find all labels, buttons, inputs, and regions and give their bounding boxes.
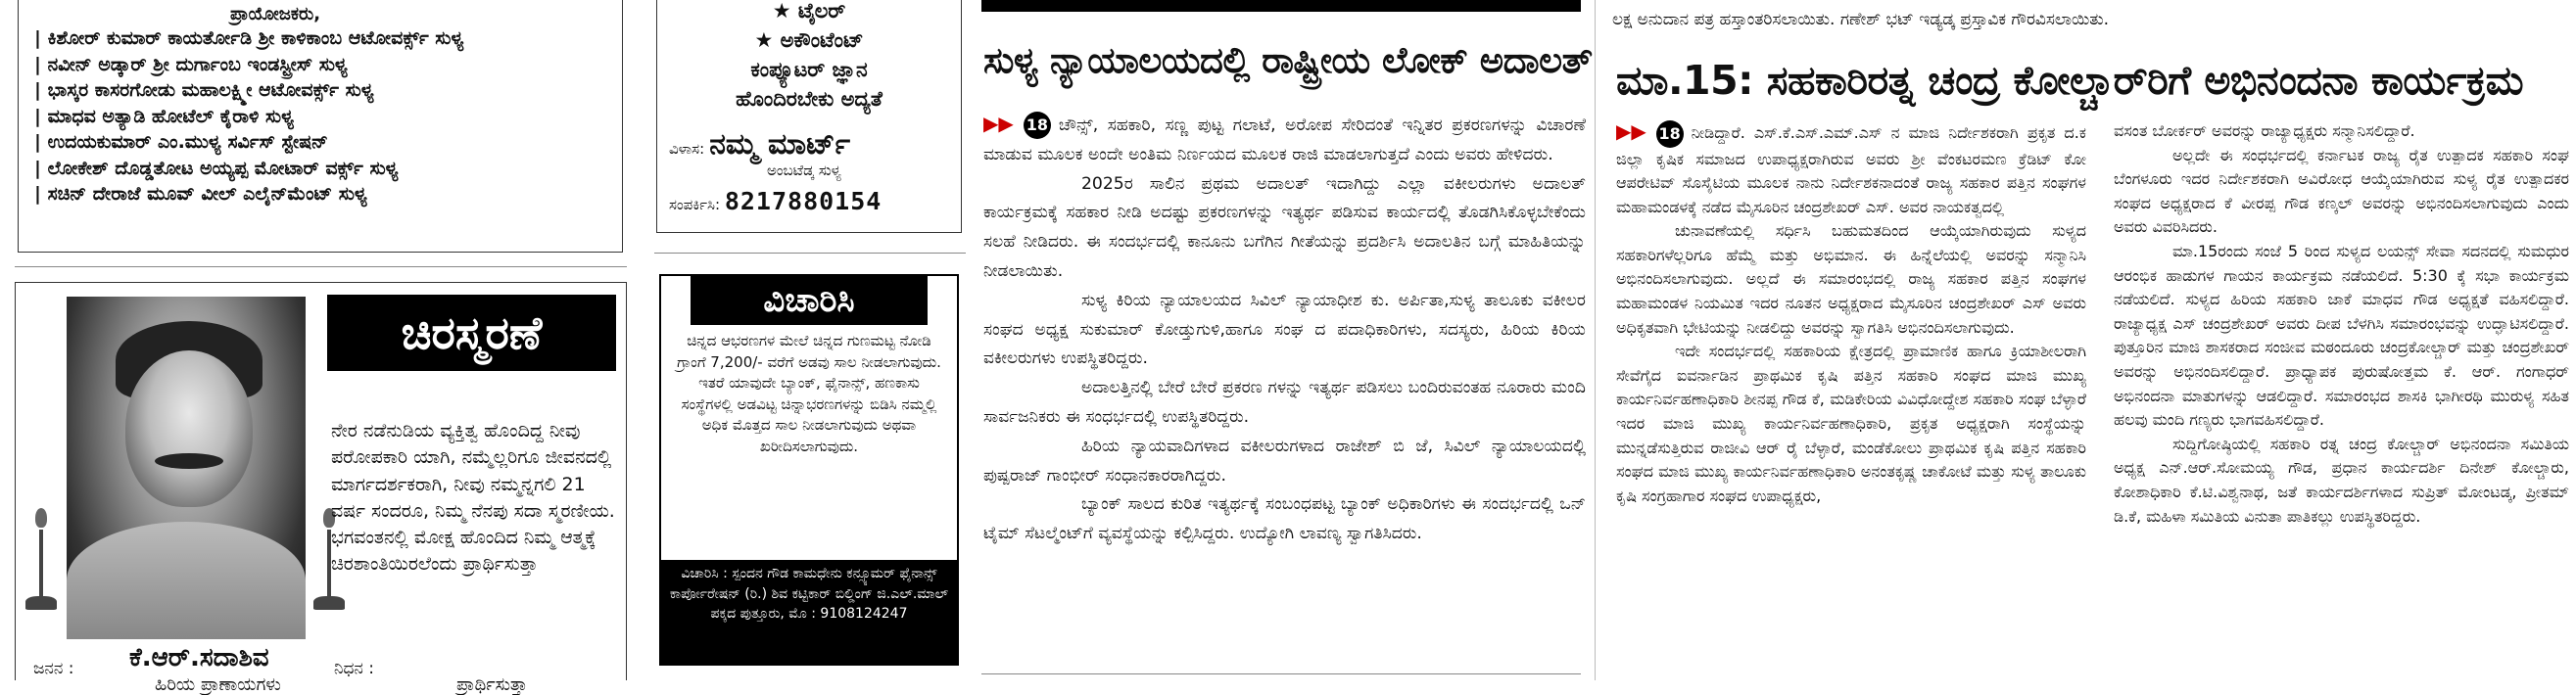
job-line: ಕಂಪ್ಯೂಟರ್ ಜ್ಞಾನ: [750, 58, 868, 81]
column-rule: [1595, 0, 1596, 680]
obituary-mourners: ಪ್ರಾರ್ಥಿಸುತ್ತಾ: [456, 674, 528, 695]
born-label: ಜನನ :: [33, 659, 74, 678]
obituary-birthplace: ಹಿರಿಯ ಪ್ರಾಣಾಯಗಳು: [155, 674, 281, 695]
divider: [654, 253, 966, 254]
obituary-heading: ಚಿರಸ್ಮರಣೆ: [327, 295, 616, 371]
article-paragraph: ಸುಳ್ಯ ಕಿರಿಯ ನ್ಯಾಯಾಲಯದ ಸಿವಿಲ್ ನ್ಯಾಯಾಧೀಶ ಕು. ಅರ್ಪಿತಾ,ಸುಳ್ಯ ತಾಲೂಕು ವಕೀಲರ ಸಂಘದ ಅಧ್ಯಕ್ಷ ಸುಕುಮಾರ್ ಕೋಡ್ತುಗುಳಿ,ಹಾಗೂ ಸಂಘ ದ ಪದಾಧಿಕಾರಿಗಳು, ಸದಸ್ಯರು, ಹಿರಿಯ ಕಿರಿಯ ವಕೀಲರುಗಳು ಉಪಸ್ಥಿತರಿದ್ದರು.: [983, 290, 1586, 369]
died-label: ನಿಧನ :: [334, 659, 375, 678]
sponsor-item: | ಉದಯಕುಮಾರ್ ಎಂ.ಮುಳ್ಯ ಸರ್ವಿಸ್ ಸ್ಟೇಷನ್: [34, 129, 606, 156]
oil-lamp-icon: [22, 508, 61, 616]
address-label: ವಿಳಾಸ:: [669, 140, 705, 158]
column-1: [0, 0, 644, 695]
job-line: ★ ಅಕೌಂಟೆಂಟ್: [754, 28, 864, 52]
paragraph-text: ನೀಡಿದ್ದಾರೆ. ಎಸ್.ಕೆ.ಎಸ್.ಎಮ್.ಎಸ್ ನ ಮಾಜಿ ನಿರ್ದೇಶಕರಾಗಿ ಪ್ರಕೃತ ದ.ಕ ಜಿಲ್ಲಾ ಕೃಷಿಕ ಸಮಾಜದ ಉಪಾಧ್ಯಕ್ಷರಾಗಿರುವ ಅವರು ಶ್ರೀ ವೆಂಕಟರಮಣ ಕ್ರೆಡಿಟ್ ಕೋ ಆಪರೇಟಿವ್ ಸೊಸೈಟಿಯ ಮೂಲಕ ನಾನು ನಿರ್ದೇಶಕನಾದಂತೆ ರಾಜ್ಯ ಸಹಕಾರ ಪತ್ತಿನ ಸಂಘಗಳ ಮಹಾಮಂಡಳಕ್ಕೆ ನಡೆದ ಮೈಸೂರಿನ ಚಂದ್ರಶೇಖರ್ ಎಸ್. ಅವರ ನಾಯಕತ್ವದಲ್ಲಿ: [1616, 123, 2086, 216]
play-arrows-icon: ▶▶: [983, 112, 1014, 135]
article-paragraph: ವಸಂತ ಬೋರ್ಕರ್ ಅವರನ್ನು ರಾಜ್ಯಾಧ್ಯಕ್ಷರು ಸನ್ಮಾನಿಸಲಿದ್ದಾರೆ.: [2114, 121, 2415, 140]
sponsor-item: | ಲೋಕೇಶ್ ದೊಡ್ಡತೋಟ ಅಯ್ಯಪ್ಪ ಮೋಟಾರ್ ವರ್ಕ್ಸ್ ಸುಳ್ಯ: [34, 156, 606, 182]
obituary-text: ನೇರ ನಡೆನುಡಿಯ ವ್ಯಕ್ತಿತ್ವ ಹೊಂದಿದ್ದ ನೀವು ಪರೋಪಕಾರಿ ಯಾಗಿ, ನಮ್ಮೆಲ್ಲರಿಗೂ ಜೀವನದಲ್ಲಿ ಮಾರ್ಗದರ್ಶಕರಾಗಿ, ನೀವು ನಮ್ಮನ್ನಗಲಿ 21 ವರ್ಷ ಸಂದರೂ, ನಿಮ್ಮ ನೆನಪು ಸದಾ ಸ್ಮರಣೀಯ. ಭಗವಂತನಲ್ಲಿ ಮೋಕ್ಷ ಹೊಂದಿದ ನಿಮ್ಮ ಆತ್ಮಕ್ಕೆ ಚಿರಶಾಂತಿಯಿರಲೆಂದು ಪ್ರಾರ್ಥಿಸುತ್ತಾ: [331, 420, 615, 576]
article-paragraph: ಇದೇ ಸಂದರ್ಭದಲ್ಲಿ ಸಹಕಾರಿಯ ಕ್ಷೇತ್ರದಲ್ಲಿ ಪ್ರಾಮಾಣಿಕ ಹಾಗೂ ಕ್ರಿಯಾಶೀಲರಾಗಿ ಸೇವೆಗೈದ ಐವರ್ನಾಡಿನ ಪ್ರಾಥಮಿಕ ಕೃಷಿ ಪತ್ತಿನ ಸಹಕಾರಿ ಸಂಘದ ಮಾಜಿ ಮುಖ್ಯ ಕಾರ್ಯನಿರ್ವಹಣಾಧಿಕಾರಿ ಶೀನಪ್ಪ ಗೌಡ ಕೆ, ಮಡಿಕೇರಿಯ ವಿವಿಧೋದ್ದೇಶ ಸಹಕಾರಿ ಸಂಘ ಬೆಳ್ಳಾರೆ ಇದರ ಮಾಜಿ ಮುಖ್ಯ ಕಾರ್ಯನಿರ್ವಹಣಾಧಿಕಾರಿ, ಪ್ರಕೃತ ಅಧ್ಯಕ್ಷರಾಗಿ ಸಂಸ್ಥೆಯನ್ನು ಮುನ್ನಡೆಸುತ್ತಿರುವ ರಾಜೀವಿ ಆರ್ ರೈ ಬೆಳ್ಳಾರೆ, ಮಂಡೆಕೋಲು ಪ್ರಾಥಮಿಕ ಕೃಷಿ ಪತ್ತಿನ ಸಹಕಾರಿ ಸಂಘದ ಮಾಜಿ ಮುಖ್ಯ ಕಾರ್ಯನಿರ್ವಹಣಾಧಿಕಾರಿ ಅನಂತಕೃಷ್ಣ ಚಾಕೋಟೆ ಮತ್ತು ಸುಳ್ಯ ತಾಲೂಕು ಕೃಷಿ ಸಂಗ್ರಹಾಗಾರ ಸಂಘದ ಉಪಾಧ್ಯಕ್ಷರು,: [1616, 342, 2086, 505]
article-lok-adalat: [976, 0, 1595, 680]
edition-badge: 18: [1024, 112, 1051, 139]
article-headline: ಸುಳ್ಯ ನ್ಯಾಯಾಲಯದಲ್ಲಿ ರಾಷ್ಟ್ರೀಯ ಲೋಕ್ ಅದಾಲತ್: [983, 39, 1593, 81]
article-paragraph: ಬ್ಯಾಂಕ್ ಸಾಲದ ಕುರಿತ ಇತ್ಯರ್ಥಕ್ಕೆ ಸಂಬಂಧಪಟ್ಟ ಬ್ಯಾಂಕ್ ಅಧಿಕಾರಿಗಳು ಈ ಸಂದರ್ಭದಲ್ಲಿ ಒನ್ ಟೈಮ್ ಸೆಟಲ್ಮೆಂಟ್‌ಗೆ ವ್ಯವಸ್ಥೆಯನ್ನು ಕಲ್ಪಿಸಿದ್ದರು. ಉದ್ಯೋಗಿ ಲಾವಣ್ಯ ಸ್ವಾಗತಿಸಿದರು.: [983, 494, 1586, 544]
article-column-left: [1616, 119, 2086, 508]
sponsor-item: | ಕಿಶೋರ್ ಕುಮಾರ್ ಕಾಯರ್ತೋಡಿ ಶ್ರೀ ಕಾಳಿಕಾಂಬ ಆಟೋವರ್ಕ್ಸ್ ಸುಳ್ಯ: [34, 25, 606, 52]
article-paragraph: ಸುದ್ದಿಗೋಷ್ಠಿಯಲ್ಲಿ ಸಹಕಾರಿ ರತ್ನ ಚಂದ್ರ ಕೋಲ್ಚಾರ್ ಅಭಿನಂದನಾ ಸಮಿತಿಯ ಅಧ್ಯಕ್ಷ ಎನ್.ಆರ್.ಸೋಮಯ್ಯ ಗೌಡ, ಪ್ರಧಾನ ಕಾರ್ಯದರ್ಶಿ ದಿನೇಶ್ ಕೋಲ್ಚಾರು, ಕೋಶಾಧಿಕಾರಿ ಕೆ.ಟಿ.ವಿಶ್ವನಾಥ, ಜತೆ ಕಾರ್ಯದರ್ಶಿಗಳಾದ ಸುಪ್ರಿತ್ ಮೋಂಟಡ್ಕ, ಪ್ರೀತಮ್ ಡಿ.ಕೆ, ಮಹಿಳಾ ಸಮಿತಿಯ ವಿನುತಾ ಪಾತಿಕಲ್ಲು ಉಪಸ್ಥಿತರಿದ್ದರು.: [2114, 434, 2569, 526]
store-contact: [669, 127, 953, 215]
divider: [981, 673, 1581, 674]
paragraph-text: ಚೌನ್ಸ್, ಸಹಕಾರಿ, ಸಣ್ಣ ಪುಟ್ಟ ಗಲಾಟೆ, ಅರೋಪ ಸೇರಿದಂತೆ ಇನ್ನಿತರ ಪ್ರಕರಣಗಳನ್ನು ವಿಚಾರಣೆ ಮಾಡುವ ಮೂಲಕ ಅಂದೇ ಅಂತಿಮ ನಿರ್ಣಯದ ಮೂಲಕ ರಾಜಿ ಮಾಡಲಾಗುತ್ತದೆ ಎಂದು ಅವರು ಹೇಳಿದರು.: [983, 116, 1587, 164]
article-paragraph: [1616, 119, 2086, 219]
store-location: ಅಂಬಟೆಡ್ಕ ಸುಳ್ಯ: [767, 162, 841, 179]
article-paragraph: [983, 110, 1586, 170]
article-paragraph: ಹಿರಿಯ ನ್ಯಾಯವಾದಿಗಳಾದ ವಕೀಲರುಗಳಾದ ರಾಜೇಶ್ ಬಿ ಜೆ, ಸಿವಿಲ್ ನ್ಯಾಯಾಲಯದಲ್ಲಿ ಪುಷ್ಪರಾಜ್ ಗಾಂಭೀರ್ ಸಂಧಾನಕಾರರಾಗಿದ್ದರು.: [983, 436, 1586, 486]
phone-label: ಸಂಪರ್ಕಿಸಿ:: [669, 196, 721, 213]
gold-loan-footer: ವಿಚಾರಿಸಿ : ಸ್ಪಂದನ ಗೌಡ ಕಾಮಧೇನು ಕನ್ಸ್ಯೂಮರ್ ಫೈನಾನ್ಸ್ ಕಾರ್ಪೋರೇಷನ್ (ರಿ.) ಶಿವ ಕಟ್ಟಿಕಾರ್ ಬಿಲ್ಡಿಂಗ್ ಜಿ.ಎಲ್.ಮಾಲ್ ಪಕ್ಕದ ಪುತ್ತೂರು, ಮೊ : 9108124247: [661, 560, 957, 664]
article-headline: ಮಾ.15: ಸಹಕಾರಿರತ್ನ ಚಂದ್ರ ಕೋಲ್ಚಾರ್‌ರಿಗೆ ಅಭಿನಂದನಾ ಕಾರ್ಯಕ್ರಮ: [1616, 57, 2524, 104]
column-2: [654, 0, 966, 680]
article-paragraph: 2025ರ ಸಾಲಿನ ಪ್ರಥಮ ಅದಾಲತ್ ಇದಾಗಿದ್ದು ಎಲ್ಲಾ ವಕೀಲರುಗಳು ಅದಾಲತ್ ಕಾರ್ಯಕ್ರಮಕ್ಕೆ ಸಹಕಾರ ನೀಡಿ ಅದಷ್ಟು ಪ್ರಕರಣಗಳನ್ನು ಇತ್ಯರ್ಥ ಪಡಿಸುವ ಕಾರ್ಯದಲ್ಲಿ ತೊಡಗಿಸಿಕೊಳ್ಳಬೇಕೆಂದು ಸಲಹೆ ನೀಡಿದರು. ಈ ಸಂದರ್ಭದಲ್ಲಿ ಕಾನೂನು ಬಗೆಗಿನ ಗೀತೆಯನ್ನು ಪ್ರದರ್ಶಿಸಿ ಅದಾಲತಿನ ಬಗ್ಗೆ ಮಾಹಿತಿಯನ್ನು ನೀಡಲಾಯಿತು.: [983, 173, 1586, 281]
job-line: ★ ಟೈಲರ್: [772, 0, 846, 23]
portrait-photo: [67, 297, 306, 639]
article-paragraph: ಅದಾಲತ್ತಿನಲ್ಲಿ ಬೇರೆ ಬೇರೆ ಪ್ರಕರಣ ಗಳನ್ನು ಇತ್ಯರ್ಥ ಪಡಿಸಲು ಬಂದಿರುವಂತಹ ನೂರಾರು ಮಂದಿ ಸಾರ್ವಜನಿಕರು ಈ ಸಂಧರ್ಭದಲ್ಲಿ ಉಪಸ್ಥಿತರಿದ್ದರು.: [983, 378, 1586, 427]
gold-loan-body: ಚಿನ್ನದ ಆಭರಣಗಳ ಮೇಲೆ ಚಿನ್ನದ ಗುಣಮಟ್ಟ ನೋಡಿ ಗ್ರಾಂಗೆ 7,200/- ವರೆಗೆ ಅಡವು ಸಾಲ ನೀಡಲಾಗುವುದು. ಇತರೆ ಯಾವುದೇ ಬ್ಯಾಂಕ್, ಫೈನಾನ್ಸ್, ಹಣಕಾಸು ಸಂಸ್ಥೆಗಳಲ್ಲಿ ಅಡವಿಟ್ಟ ಚಿನ್ನಾಭರಣಗಳನ್ನು ಬಿಡಿಸಿ ನಮ್ಮಲ್ಲಿ ಅಧಿಕ ಮೊತ್ತದ ಸಾಲ ನೀಡಲಾಗುವುದು ಅಥವಾ ಖರೀದಿಸಲಾಗುವುದು.: [677, 332, 941, 455]
edition-badge: 18: [1656, 120, 1684, 148]
top-bar: [981, 0, 1581, 12]
article-paragraph: ಅಲ್ಲದೇ ಈ ಸಂಧರ್ಭದಲ್ಲಿ ಕರ್ನಾಟಕ ರಾಜ್ಯ ರೈತ ಉತ್ಪಾದಕ ಸಹಕಾರಿ ಸಂಘ ಬೆಂಗಳೂರು ಇದರ ನಿರ್ದೇಶಕರಾಗಿ ಅವಿರೋಧ ಆಯ್ಕೆಯಾಗಿರುವ ಸುಳ್ಯ ರೈತ ಉತ್ಪಾದಕರ ಸಂಘದ ಅಧ್ಯಕ್ಷರಾದ ಕೆ ವೀರಪ್ಪ ಗೌಡ ಕಣ್ಕಲ್ ಅವರನ್ನು ಅಭಿನಂದಿಸಲಾಗುವುದು ಎಂದು ಅವರು ವಿವರಿಸಿದರು.: [2114, 145, 2569, 237]
article-paragraph: ಚುನಾವಣೆಯಲ್ಲಿ ಸರ್ಧಿಸಿ ಬಹುಮತದಿಂದ ಆಯ್ಕೆಯಾಗಿರುವುದು ಸುಳ್ಯದ ಸಹಕಾರಿಗಳೆಲ್ಲರಿಗೂ ಹೆಮ್ಮೆ ಮತ್ತು ಅಭಿಮಾನ. ಈ ಹಿನ್ನೆಲೆಯಲ್ಲಿ ಅವರನ್ನು ಸನ್ಮಾನಿಸಿ ಅಭಿನಂದಿಸಲಾಗುವುದು. ಅಲ್ಲದೆ ಈ ಸಮಾರಂಭದಲ್ಲಿ ರಾಜ್ಯ ಸಹಕಾರ ಪತ್ತಿನ ಸಂಘಗಳ ಮಹಾಮಂಡಳ ನಿಯಮಿತ ಇದರ ನೂತನ ಅಧ್ಯಕ್ಷರಾದ ಮೈಸೂರಿನ ಚಂದ್ರಶೇಖರ್ ಎಸ್ ಅವರು ಅಧಿಕೃತವಾಗಿ ಭೇಟಿಯನ್ನು ನೀಡಲಿದ್ದು ಅವರನ್ನು ಸ್ವಾಗತಿಸಿ ಅಭಿನಂದಿಸಲಾಗುವುದು.: [1616, 221, 2086, 337]
article-column-right: [2114, 119, 2569, 529]
store-name: ನಮ್ಮ ಮಾರ್ಟ್: [709, 127, 850, 162]
job-line: ಹೊಂದಿರಬೇಕು ಅದ್ಯತೆ: [736, 87, 883, 111]
obituary-name: ಕೆ.ಆರ್.ಸದಾಶಿವ: [129, 643, 269, 672]
job-classified-ad: [656, 0, 962, 233]
sponsor-item: | ಸಚಿನ್ ದೇರಾಜೆ ಮೂವ್ ವೀಲ್ ಎಲೈನ್‌ಮೆಂಟ್ ಸುಳ್ಯ: [34, 181, 606, 208]
sponsor-list-ad: [18, 0, 623, 253]
sponsor-item: | ನವೀನ್ ಅಡ್ಕಾರ್ ಶ್ರೀ ದುರ್ಗಾಂಬ ಇಂಡಸ್ಟ್ರೀಸ್ ಸುಳ್ಯ: [34, 52, 606, 78]
sponsor-item: | ಭಾಸ್ಕರ ಕಾಸರಗೋಡು ಮಹಾಲಕ್ಷ್ಮೀ ಆಟೋವರ್ಕ್ಸ್ ಸುಳ್ಯ: [34, 77, 606, 104]
gold-loan-heading: ವಿಚಾರಿಸಿ: [691, 276, 928, 325]
sponsor-list: [34, 25, 606, 208]
obituary-ad: [15, 282, 627, 695]
phone-number: 8217880154: [724, 187, 883, 215]
article-felicitation: [1606, 0, 2576, 680]
sponsor-item: | ಮಾಧವ ಅತ್ಯಾಡಿ ಹೋಟೆಲ್ ಕೈರಾಳಿ ಸುಳ್ಯ: [34, 104, 606, 130]
previous-article-tail: ಲಕ್ಷ ಅನುದಾನ ಪತ್ರ ಹಸ್ತಾಂತರಿಸಲಾಯಿತು. ಗಣೇಶ್ ಭಟ್ ಇಡ್ಯಡ್ಕ ಪ್ರಸ್ತಾವಿಕ ಗೌರವಿಸಲಾಯಿತು.: [1612, 10, 2110, 29]
play-arrows-icon: ▶▶: [1616, 119, 1646, 143]
article-paragraph: ಮಾ.15ರಂದು ಸಂಜೆ 5 ರಿಂದ ಸುಳ್ಯದ ಲಯನ್ಸ್ ಸೇವಾ ಸದನದಲ್ಲಿ ಸುಮಧುರ ಆರಂಭಿಕ ಹಾಡುಗಳ ಗಾಯನ ಕಾರ್ಯಕ್ರಮ ನಡೆಯಲಿದೆ. 5:30 ಕ್ಕೆ ಸಭಾ ಕಾರ್ಯಕ್ರಮ ನಡೆಯಲಿದೆ. ಸುಳ್ಯದ ಹಿರಿಯ ಸಹಕಾರಿ ಜಾಕೆ ಮಾಧವ ಗೌಡ ಅಧ್ಯಕ್ಷತೆ ವಹಿಸಲಿದ್ದಾರೆ. ರಾಜ್ಯಾಧ್ಯಕ್ಷ ಎಸ್ ಚಂದ್ರಶೇಖರ್ ಅವರು ದೀಪ ಬೆಳಗಿಸಿ ಸಮಾರಂಭವನ್ನು ಉದ್ಘಾಟಿಸಲಿದ್ದಾರೆ. ಪುತ್ತೂರಿನ ಮಾಜಿ ಶಾಸಕರಾದ ಸಂಜೀವ ಮಠಂದೂರು ಚಂದ್ರಕೋಲ್ಚಾರ್ ಮತ್ತು ಚಂದ್ರಶೇಖರ್ ಅವರನ್ನು ಅಭಿನಂದಿಸಲಿದ್ದಾರೆ. ಪ್ರಾಧ್ಯಾಪಕ ಪುರುಷೋತ್ತಮ ಕೆ. ಆರ್. ಗಂಗಾಧರ್ ಅಭಿನಂದನಾ ಮಾತುಗಳನ್ನು ಆಡಲಿದ್ದಾರೆ. ಸಮಾರಂಭದ ಶಾಸಕಿ ಭಾಗೀರಥಿ ಮುರುಳ್ಯ ಸಹಿತ ಹಲವು ಮಂದಿ ಗಣ್ಯರು ಭಾಗವಹಿಸಲಿದ್ದಾರೆ.: [2114, 241, 2569, 430]
article-body: [983, 110, 1586, 549]
sponsor-list-heading: ಪ್ರಾಯೋಜಕರು,: [230, 4, 321, 24]
phone-line: [669, 187, 953, 215]
divider: [15, 266, 627, 267]
gold-loan-ad: [659, 274, 959, 666]
